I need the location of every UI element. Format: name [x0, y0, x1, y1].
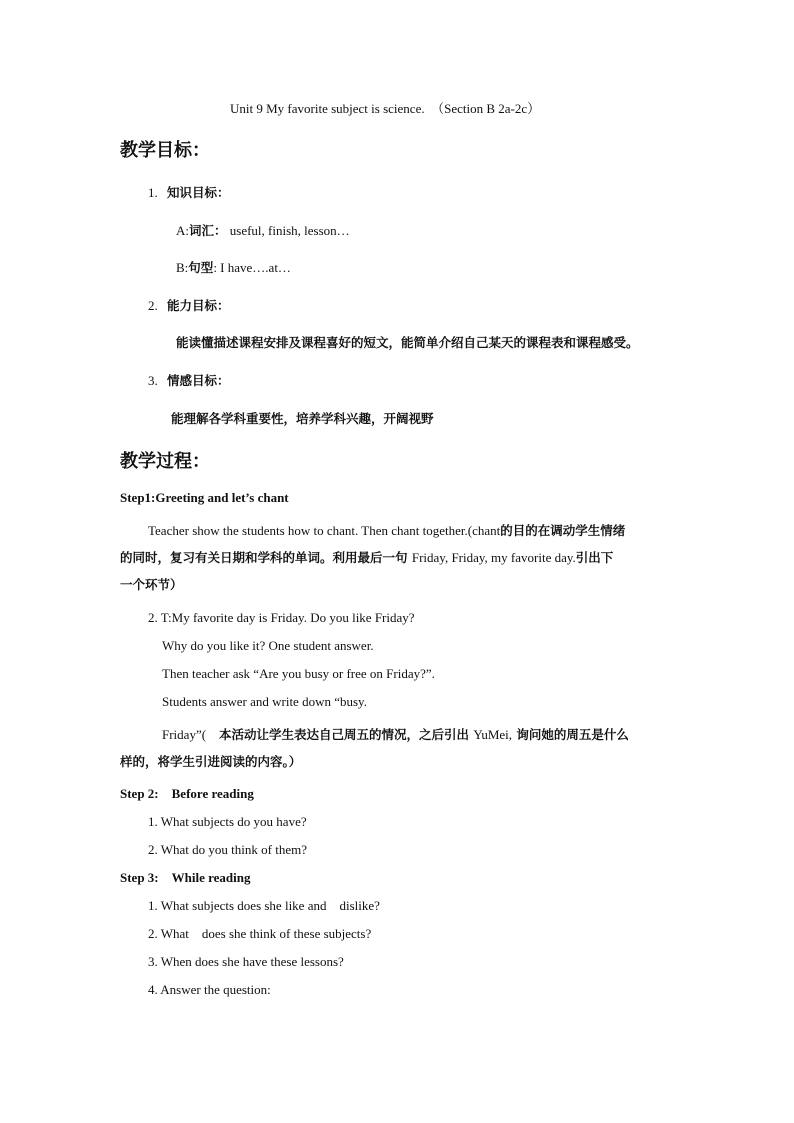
step1-para-line1: [148, 522, 625, 540]
step1-p2-en: Friday, Friday, my favorite day.: [411, 550, 576, 565]
step3-title: Step 3: While reading: [120, 870, 251, 885]
document-title: Unit 9 My favorite subject is science. （Section B 2a-2c）: [230, 101, 541, 116]
pattern-label: 句型: [188, 260, 214, 275]
vocab-prefix: A:: [176, 223, 189, 238]
vocab-label: 词汇：: [189, 223, 227, 238]
step1-p2-cn: 的同时，复习有关日期和学科的单词。利用最后一句: [120, 550, 412, 565]
step1-p1-en: Teacher show the students how to chant. Then chant together.(chant: [148, 523, 501, 538]
step1-p2-cn-end: 引出下: [575, 550, 614, 565]
pattern-line: [176, 259, 291, 277]
step1-line2: Why do you like it? One student answer.: [162, 638, 374, 653]
step1-item2: 2. T:My favorite day is Friday. Do you like Friday?: [148, 610, 415, 625]
pattern-text: : I have….at…: [213, 260, 291, 275]
pattern-prefix: B:: [176, 260, 189, 275]
vocab-line: [176, 222, 350, 240]
list-number: 1.: [148, 185, 158, 200]
vocab-text: useful, finish, lesson…: [226, 223, 350, 238]
list-number: 3.: [148, 373, 158, 388]
step1-l5-name: YuMei,: [473, 727, 513, 742]
step1-para-line2: [120, 549, 613, 567]
step3-item-4: 4. Answer the question:: [148, 982, 271, 997]
step1-line6: 样的，将学生引进阅读的内容。）: [120, 754, 302, 769]
process-heading: 教学过程：: [120, 451, 210, 472]
step1-l5-en: Friday”(: [162, 727, 220, 742]
step1-l5-cn: 本活动让学生表达自己周五的情况，之后引出: [219, 727, 474, 742]
objectives-heading: 教学目标：: [120, 140, 210, 161]
step1-title: Step1:Greeting and let’s chant: [120, 490, 289, 505]
step1-line4: Students answer and write down “busy.: [162, 694, 367, 709]
step1-line5: [162, 726, 629, 744]
emotion-objective: [148, 372, 230, 390]
step2-item-1: 1. What subjects do you have?: [148, 814, 307, 829]
knowledge-objective: [148, 184, 230, 202]
step3-item-3: 3. When does she have these lessons?: [148, 954, 344, 969]
emotion-text: 能理解各学科重要性，培养学科兴趣，开阔视野: [171, 411, 434, 426]
step1-line3: Then teacher ask “Are you busy or free on Friday?”.: [162, 666, 435, 681]
ability-text: 能读懂描述课程安排及课程喜好的短文，能简单介绍自己某天的课程表和课程感受。: [176, 335, 639, 350]
knowledge-label: 知识目标：: [167, 185, 230, 200]
step1-l5-cn-end: 询问她的周五是什么: [512, 727, 629, 742]
ability-objective: [148, 297, 230, 315]
step1-p1-cn: 的目的在调动学生情绪: [500, 523, 626, 538]
step3-item-1: 1. What subjects does she like and dislike?: [148, 898, 380, 913]
list-number: 2.: [148, 298, 158, 313]
step2-item-2: 2. What do you think of them?: [148, 842, 307, 857]
step2-title: Step 2: Before reading: [120, 786, 254, 801]
emotion-label: 情感目标：: [167, 373, 230, 388]
step1-para-line3: 一个环节）: [120, 577, 183, 592]
step3-item-2: 2. What does she think of these subjects?: [148, 926, 372, 941]
ability-label: 能力目标：: [167, 298, 230, 313]
